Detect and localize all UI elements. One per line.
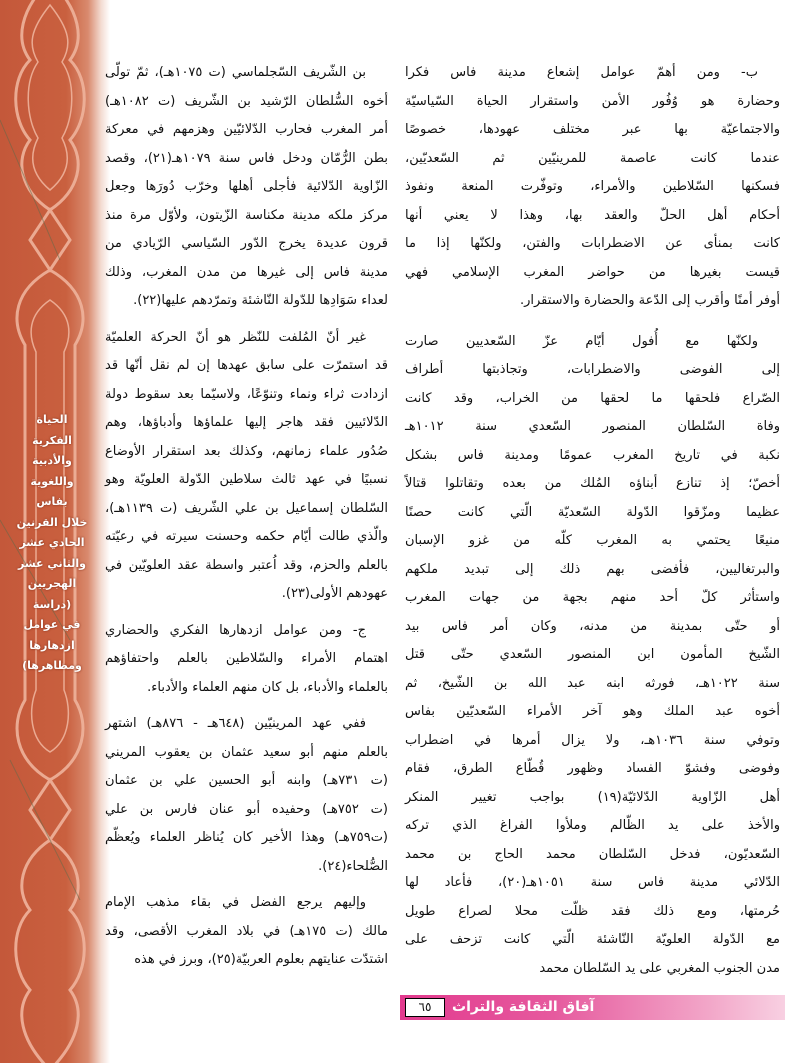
sidebar-title-line: (دراسة	[32, 597, 72, 611]
text-line: بالعلم والحزم، وقد اُعتبر واسطة عقد العلويّين في	[105, 557, 388, 573]
paragraph	[105, 710, 388, 881]
text-line: ج- ومن عوامل ازدهارها الفكري والحضاري	[105, 622, 366, 638]
text-line: بطن الرُّمّان ودخل فاس سنة ١٠٧٩هـ(٢١)، وقصد	[105, 150, 388, 166]
text-line: حُرمتها، ومع ذلك فقد ظلّت محلا لصراع طويل	[405, 903, 780, 919]
paragraph	[105, 59, 388, 316]
page-number: ٦٥	[405, 998, 445, 1017]
text-line: أحكام أهل الحلّ والعقد بها، وهذا لا يعني أنها	[405, 207, 780, 223]
text-line: وإليهم يرجع الفضل في بقاء مذهب الإمام	[105, 895, 366, 910]
paragraph	[405, 59, 780, 316]
text-line: الشّيخ المأمون ابن المنصور السّعدي حتّى قتل	[405, 647, 780, 662]
text-line: بالعلماء والأدباء، بل كان منهم العلماء والأدباء.	[147, 679, 388, 695]
text-line: قد استمرّت على سابق عهدها إن لم نقل أنّها قد	[105, 358, 388, 373]
text-line: أخوه السُّلطان الرّشيد بن الشّريف (ت ١٠٨٢هـ)	[105, 93, 388, 109]
text-line: فسكنها السّلاطين والأمراء، وتوفّرت المنعة ونفوذ	[405, 179, 780, 194]
text-line: والّذي طالت أيّام حكمه وحسنت سيرته في رعيّته	[105, 529, 388, 544]
text-line: مركز ملكه مدينة مكناسة الزّيتون، ولأوّل مرة منذ	[105, 207, 388, 223]
paragraph	[105, 617, 388, 703]
text-line: الدّلائيين فقد هاجر إليها علماؤها وأدباؤها، وهم	[105, 415, 388, 430]
left-text-column	[105, 59, 388, 975]
text-line: أخصّ؛ إذ تنازع أبناؤه المُلك من بعده وتقاتلوا قتالاً	[405, 476, 780, 491]
text-line: صُدُور علماء زمانهم، وكذلك بعد استقرار الأوضاع	[105, 443, 388, 459]
page-footer	[400, 995, 785, 1020]
text-line: أمر المغرب فحارب الدّلائيّين وهزمهم في معركة	[105, 122, 388, 137]
text-line: أهل الزّاوية الدّلائيّة(١٩) بواجب تغيير المنكر	[405, 789, 780, 805]
text-line: عندما كانت عاصمة للمرينيّين ثم السّعديّين،	[405, 150, 780, 166]
sidebar-title-line: والأدبية	[32, 454, 72, 467]
text-line: بالعلم منهم أبو سعيد عثمان بن يعقوب المريني	[105, 744, 388, 760]
text-line: ولكنّها مع أُفول أيّام عزّ السّعديين صارت	[405, 333, 758, 349]
sidebar-title-line: الحياة	[36, 413, 68, 426]
magazine-title: آفاق الثقافة والتراث	[452, 999, 595, 1015]
text-line: مع الدّولة العلويّة النّاشئة الّتي كانت تزحف على	[405, 932, 780, 947]
sidebar-title-line: في عوامل	[23, 618, 81, 631]
text-line: والبرتغاليين، فأفضى بهم ذلك إلى تبديد ملكهم	[405, 561, 780, 577]
sidebar-title-line: الفكرية	[32, 433, 72, 447]
text-line: منيعًا يحتمي به المغرب كلّه من غزو الإسبان	[405, 533, 780, 548]
text-line: اشتدّت عنايتهم بعلوم العربيّة(٢٥)، وبرز في هذه	[134, 952, 388, 967]
sidebar-title-line: بفاس	[36, 495, 68, 508]
text-line: الصُّلحاء(٢٤).	[318, 858, 388, 874]
text-line: عظيما ومزّقوا الدّولة السّعديّة الّتي كانت حصنًا	[405, 504, 780, 520]
text-line: غير أنّ المُلفت للنّظر هو أنّ الحركة العلميّة	[105, 329, 366, 345]
text-line: الزّاوية الدّلائية فأجلى أهلها وخرّب دُورَها وجعل	[105, 179, 388, 194]
sidebar-title-line: الحادي عشر	[19, 536, 85, 549]
text-line: سنة ١٠٢٢هـ، فورثه ابنه عبد الله بن الشّيخ، ثم	[405, 675, 780, 691]
paragraph	[105, 324, 388, 609]
text-line: السّلطان إسماعيل بن علي الشّريف (ت ١١٣٩هـ)،	[105, 500, 388, 516]
text-line: وفاة السّلطان المنصور السّعدي سنة ١٠١٢هـ	[405, 419, 780, 434]
text-line: (ت ٧٥٢هـ) وحفيده أبو عنان فارس بن علي	[105, 801, 388, 817]
text-line: اهتمام الأمراء والسّلاطين بالعلم واحتفاؤهم	[105, 651, 388, 666]
text-line: مالك (ت ١٧٥هـ) في بلاد المغرب الأقصى، وقد	[105, 923, 388, 939]
text-line: مدينة فاس إلى غيرها من مدن المغرب، وذلك	[105, 264, 388, 280]
text-line: قيست بغيرها من حواضر المغرب الإسلامي فهي	[405, 264, 780, 280]
text-line: وتوفي سنة ١٠٣٦هـ، ولا يزال أمرها في اضطراب	[405, 732, 780, 748]
text-line: والاجتماعيّة بها عبر مختلف عهودها، خصوصًا	[405, 122, 780, 137]
text-line: ففي عهد المرينيّين (٦٤٨هـ - ٨٧٦هـ) اشتهر	[105, 716, 366, 731]
sidebar-title-line: ازدهارها	[29, 638, 75, 652]
text-line: أوفر أمنًا وأقرب إلى الدّعة والحضارة والاستقرار.	[519, 293, 780, 308]
text-line: وحضارة هو وُفُور الأمن واستقرار الحياة السّياسيّة	[405, 93, 780, 109]
text-line: واستأثر كلّ أحد منهم بجهة من جهات المغرب	[405, 590, 780, 605]
text-line: السّعديّون، فدخل السّلطان محمد الحاج بن محمد	[405, 846, 780, 862]
text-line: نسبيًا في عهد ثالث سلاطين الدّولة العلويّة وهو	[105, 472, 388, 487]
text-line: والأخذ على يد الظّالم وملأوا الفراغ الذي تركه	[405, 818, 780, 833]
text-line: لعداء سَوَادِها للدّولة النّاشئة وتمرّدهم عليها(٢٢).	[133, 293, 388, 308]
text-line: (ت٧٥٩هـ) وهذا الأخير كان يُناظر العلماء ويُعظّم	[105, 830, 388, 845]
text-line: ازدادت ثراء ونماء وتنوّعًا، ولاسيّما بعد سقوط دولة	[105, 386, 388, 402]
sidebar-title-line: ومظاهرها)	[22, 659, 82, 672]
text-line: الصّراع فلحقها ما لحقها من الخراب، وقد كانت	[405, 390, 780, 406]
text-line: بن الشّريف السّجلماسي (ت ١٠٧٥هـ)، ثمّ تولّى	[105, 65, 366, 80]
right-text-column	[405, 59, 780, 983]
text-line: أخوه عبد الملك وهو آخر الأمراء السّعديّين بفاس	[405, 704, 780, 719]
sidebar-title-line: والثاني عشر	[18, 556, 86, 570]
text-line: ب- ومن أهمّ عوامل إشعاع مدينة فاس فكرا	[405, 65, 758, 80]
text-line: كانت بمنأى عن الاضطرابات والفتن، ولكنّها إذا ما	[405, 236, 780, 251]
text-line: قرون عديدة يخرج الدّور السّياسي الرّيادي من	[105, 236, 388, 251]
paragraph	[405, 328, 780, 984]
text-line: الدّلائي مدينة فاس سنة ١٠٥١هـ(٢٠)، فأعاد لها	[405, 875, 780, 890]
text-line: إلى الفوضى والاضطرابات، وتجاذبتها أطراف	[405, 362, 780, 377]
text-line: وفوضى وفشوّ الفساد وظهور قُطّاع الطرق، فقام	[405, 761, 780, 776]
paragraph	[105, 889, 388, 975]
article-title-box	[10, 410, 94, 677]
text-line: عهودهم الأولى(٢٣).	[281, 586, 388, 601]
sidebar-title-line: واللغوية	[30, 474, 74, 488]
text-line: مدن الجنوب المغربي على يد السّلطان محمد	[539, 960, 780, 976]
text-line: أو حتّى بمدينة من مدنه، وكان أمر فاس بيد	[405, 618, 780, 634]
sidebar-title-line: خلال القرنين	[16, 515, 88, 529]
text-line: نكبة في تاريخ المغرب عمومًا ومدينة فاس بشكل	[405, 447, 780, 463]
sidebar-title-line: الهجريين	[27, 577, 77, 590]
text-line: (ت ٧٣١هـ) وابنه أبو الحسين علي بن عثمان	[105, 773, 388, 788]
